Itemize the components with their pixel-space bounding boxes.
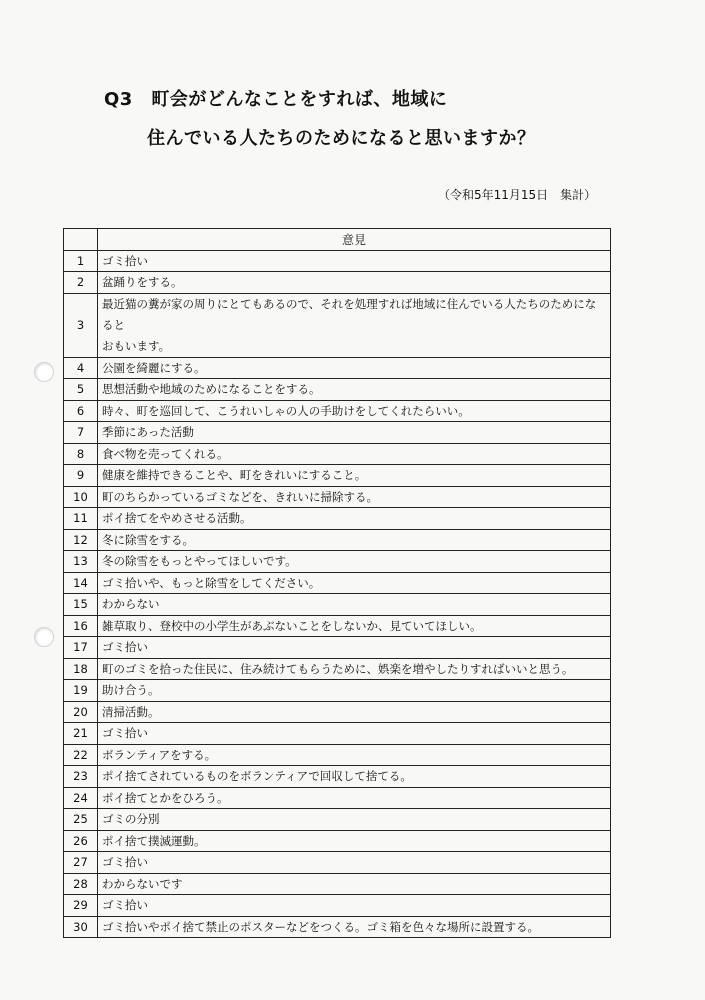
row-number: 7 bbox=[64, 422, 98, 444]
opinions-table bbox=[63, 228, 611, 938]
table-row bbox=[64, 744, 611, 766]
opinion-text: 時々、町を巡回して、こうれいしゃの人の手助けをしてくれたらいい。 bbox=[98, 400, 611, 422]
table-row bbox=[64, 272, 611, 294]
opinion-text: 助け合う。 bbox=[98, 680, 611, 702]
row-number: 29 bbox=[64, 895, 98, 917]
row-number: 17 bbox=[64, 637, 98, 659]
question-title-line2: 住んでいる人たちのためになると思いますか？ bbox=[147, 128, 536, 149]
table-header-row bbox=[64, 229, 611, 251]
opinions-body bbox=[64, 250, 611, 938]
row-number: 20 bbox=[64, 701, 98, 723]
opinion-text: ゴミの分別 bbox=[98, 809, 611, 831]
row-number: 25 bbox=[64, 809, 98, 831]
opinion-text: わからないです bbox=[98, 873, 611, 895]
row-number: 1 bbox=[64, 250, 98, 272]
table-row bbox=[64, 508, 611, 530]
table-row bbox=[64, 529, 611, 551]
row-number: 23 bbox=[64, 766, 98, 788]
table-row bbox=[64, 895, 611, 917]
opinion-header: 意見 bbox=[98, 229, 611, 251]
row-number: 5 bbox=[64, 379, 98, 401]
punch-hole-top bbox=[34, 362, 54, 382]
opinion-text: 健康を維持できることや、町をきれいにすること。 bbox=[98, 465, 611, 487]
opinion-text: ゴミ拾い bbox=[98, 250, 611, 272]
row-number: 6 bbox=[64, 400, 98, 422]
table-row bbox=[64, 916, 611, 938]
opinion-text: ポイ捨てとかをひろう。 bbox=[98, 787, 611, 809]
table-row bbox=[64, 830, 611, 852]
row-number: 19 bbox=[64, 680, 98, 702]
table-row bbox=[64, 873, 611, 895]
row-number: 21 bbox=[64, 723, 98, 745]
table-row bbox=[64, 486, 611, 508]
row-number: 11 bbox=[64, 508, 98, 530]
table-row bbox=[64, 379, 611, 401]
table-row bbox=[64, 465, 611, 487]
table-row bbox=[64, 766, 611, 788]
row-number: 9 bbox=[64, 465, 98, 487]
row-number: 22 bbox=[64, 744, 98, 766]
table-row bbox=[64, 357, 611, 379]
row-number: 24 bbox=[64, 787, 98, 809]
opinion-text: 冬に除雪をする。 bbox=[98, 529, 611, 551]
opinion-text: ゴミ拾いやポイ捨て禁止のポスターなどをつくる。ゴミ箱を色々な場所に設置する。 bbox=[98, 916, 611, 938]
table-row bbox=[64, 443, 611, 465]
opinion-text: ポイ捨てされているものをボランティアで回収して捨てる。 bbox=[98, 766, 611, 788]
table-row bbox=[64, 615, 611, 637]
opinion-text: ゴミ拾い bbox=[98, 723, 611, 745]
opinion-text: 食べ物を売ってくれる。 bbox=[98, 443, 611, 465]
row-number: 13 bbox=[64, 551, 98, 573]
opinion-text: 冬の除雪をもっとやってほしいです。 bbox=[98, 551, 611, 573]
row-number: 28 bbox=[64, 873, 98, 895]
row-number: 16 bbox=[64, 615, 98, 637]
opinion-text: ポイ捨て撲滅運動。 bbox=[98, 830, 611, 852]
number-header-cell bbox=[64, 229, 98, 251]
opinion-text: わからない bbox=[98, 594, 611, 616]
opinion-text: ゴミ拾い bbox=[98, 852, 611, 874]
opinion-text: ゴミ拾い bbox=[98, 637, 611, 659]
table-row bbox=[64, 852, 611, 874]
tally-date: （令和5年11月15日 集計） bbox=[438, 188, 597, 202]
table-row bbox=[64, 572, 611, 594]
opinion-text: ゴミ拾い bbox=[98, 895, 611, 917]
table-row bbox=[64, 680, 611, 702]
table-row bbox=[64, 293, 611, 357]
table-row bbox=[64, 701, 611, 723]
row-number: 18 bbox=[64, 658, 98, 680]
row-number: 3 bbox=[64, 293, 98, 357]
opinion-text: ボランティアをする。 bbox=[98, 744, 611, 766]
row-number: 26 bbox=[64, 830, 98, 852]
table-row bbox=[64, 787, 611, 809]
row-number: 14 bbox=[64, 572, 98, 594]
row-number: 8 bbox=[64, 443, 98, 465]
table-row bbox=[64, 637, 611, 659]
table-row bbox=[64, 658, 611, 680]
opinion-text: 雑草取り、登校中の小学生があぶないことをしないか、見ていてほしい。 bbox=[98, 615, 611, 637]
opinion-text: 町のゴミを拾った住民に、住み続けてもらうために、娯楽を増やしたりすればいいと思う。 bbox=[98, 658, 611, 680]
table-row bbox=[64, 809, 611, 831]
row-number: 4 bbox=[64, 357, 98, 379]
opinion-text: ポイ捨てをやめさせる活動。 bbox=[98, 508, 611, 530]
row-number: 30 bbox=[64, 916, 98, 938]
row-number: 15 bbox=[64, 594, 98, 616]
opinion-text: 清掃活動。 bbox=[98, 701, 611, 723]
opinion-text: 思想活動や地域のためになることをする。 bbox=[98, 379, 611, 401]
table-row bbox=[64, 250, 611, 272]
opinion-text: 町のちらかっているゴミなどを、きれいに掃除する。 bbox=[98, 486, 611, 508]
opinion-text: ゴミ拾いや、もっと除雪をしてください。 bbox=[98, 572, 611, 594]
row-number: 10 bbox=[64, 486, 98, 508]
table-row bbox=[64, 723, 611, 745]
opinion-text: 公園を綺麗にする。 bbox=[98, 357, 611, 379]
table-row bbox=[64, 551, 611, 573]
row-number: 2 bbox=[64, 272, 98, 294]
table-row bbox=[64, 594, 611, 616]
table-row bbox=[64, 400, 611, 422]
table-row bbox=[64, 422, 611, 444]
opinion-text: 盆踊りをする。 bbox=[98, 272, 611, 294]
row-number: 12 bbox=[64, 529, 98, 551]
row-number: 27 bbox=[64, 852, 98, 874]
punch-hole-bottom bbox=[34, 627, 54, 647]
opinion-text: 最近猫の糞が家の周りにとてもあるので、それを処理すれば地域に住んでいる人たちのためになると おもいます。 bbox=[98, 293, 611, 357]
opinion-text: 季節にあった活動 bbox=[98, 422, 611, 444]
question-title-line1: Q3 町会がどんなことをすれば、地域に bbox=[104, 89, 448, 110]
